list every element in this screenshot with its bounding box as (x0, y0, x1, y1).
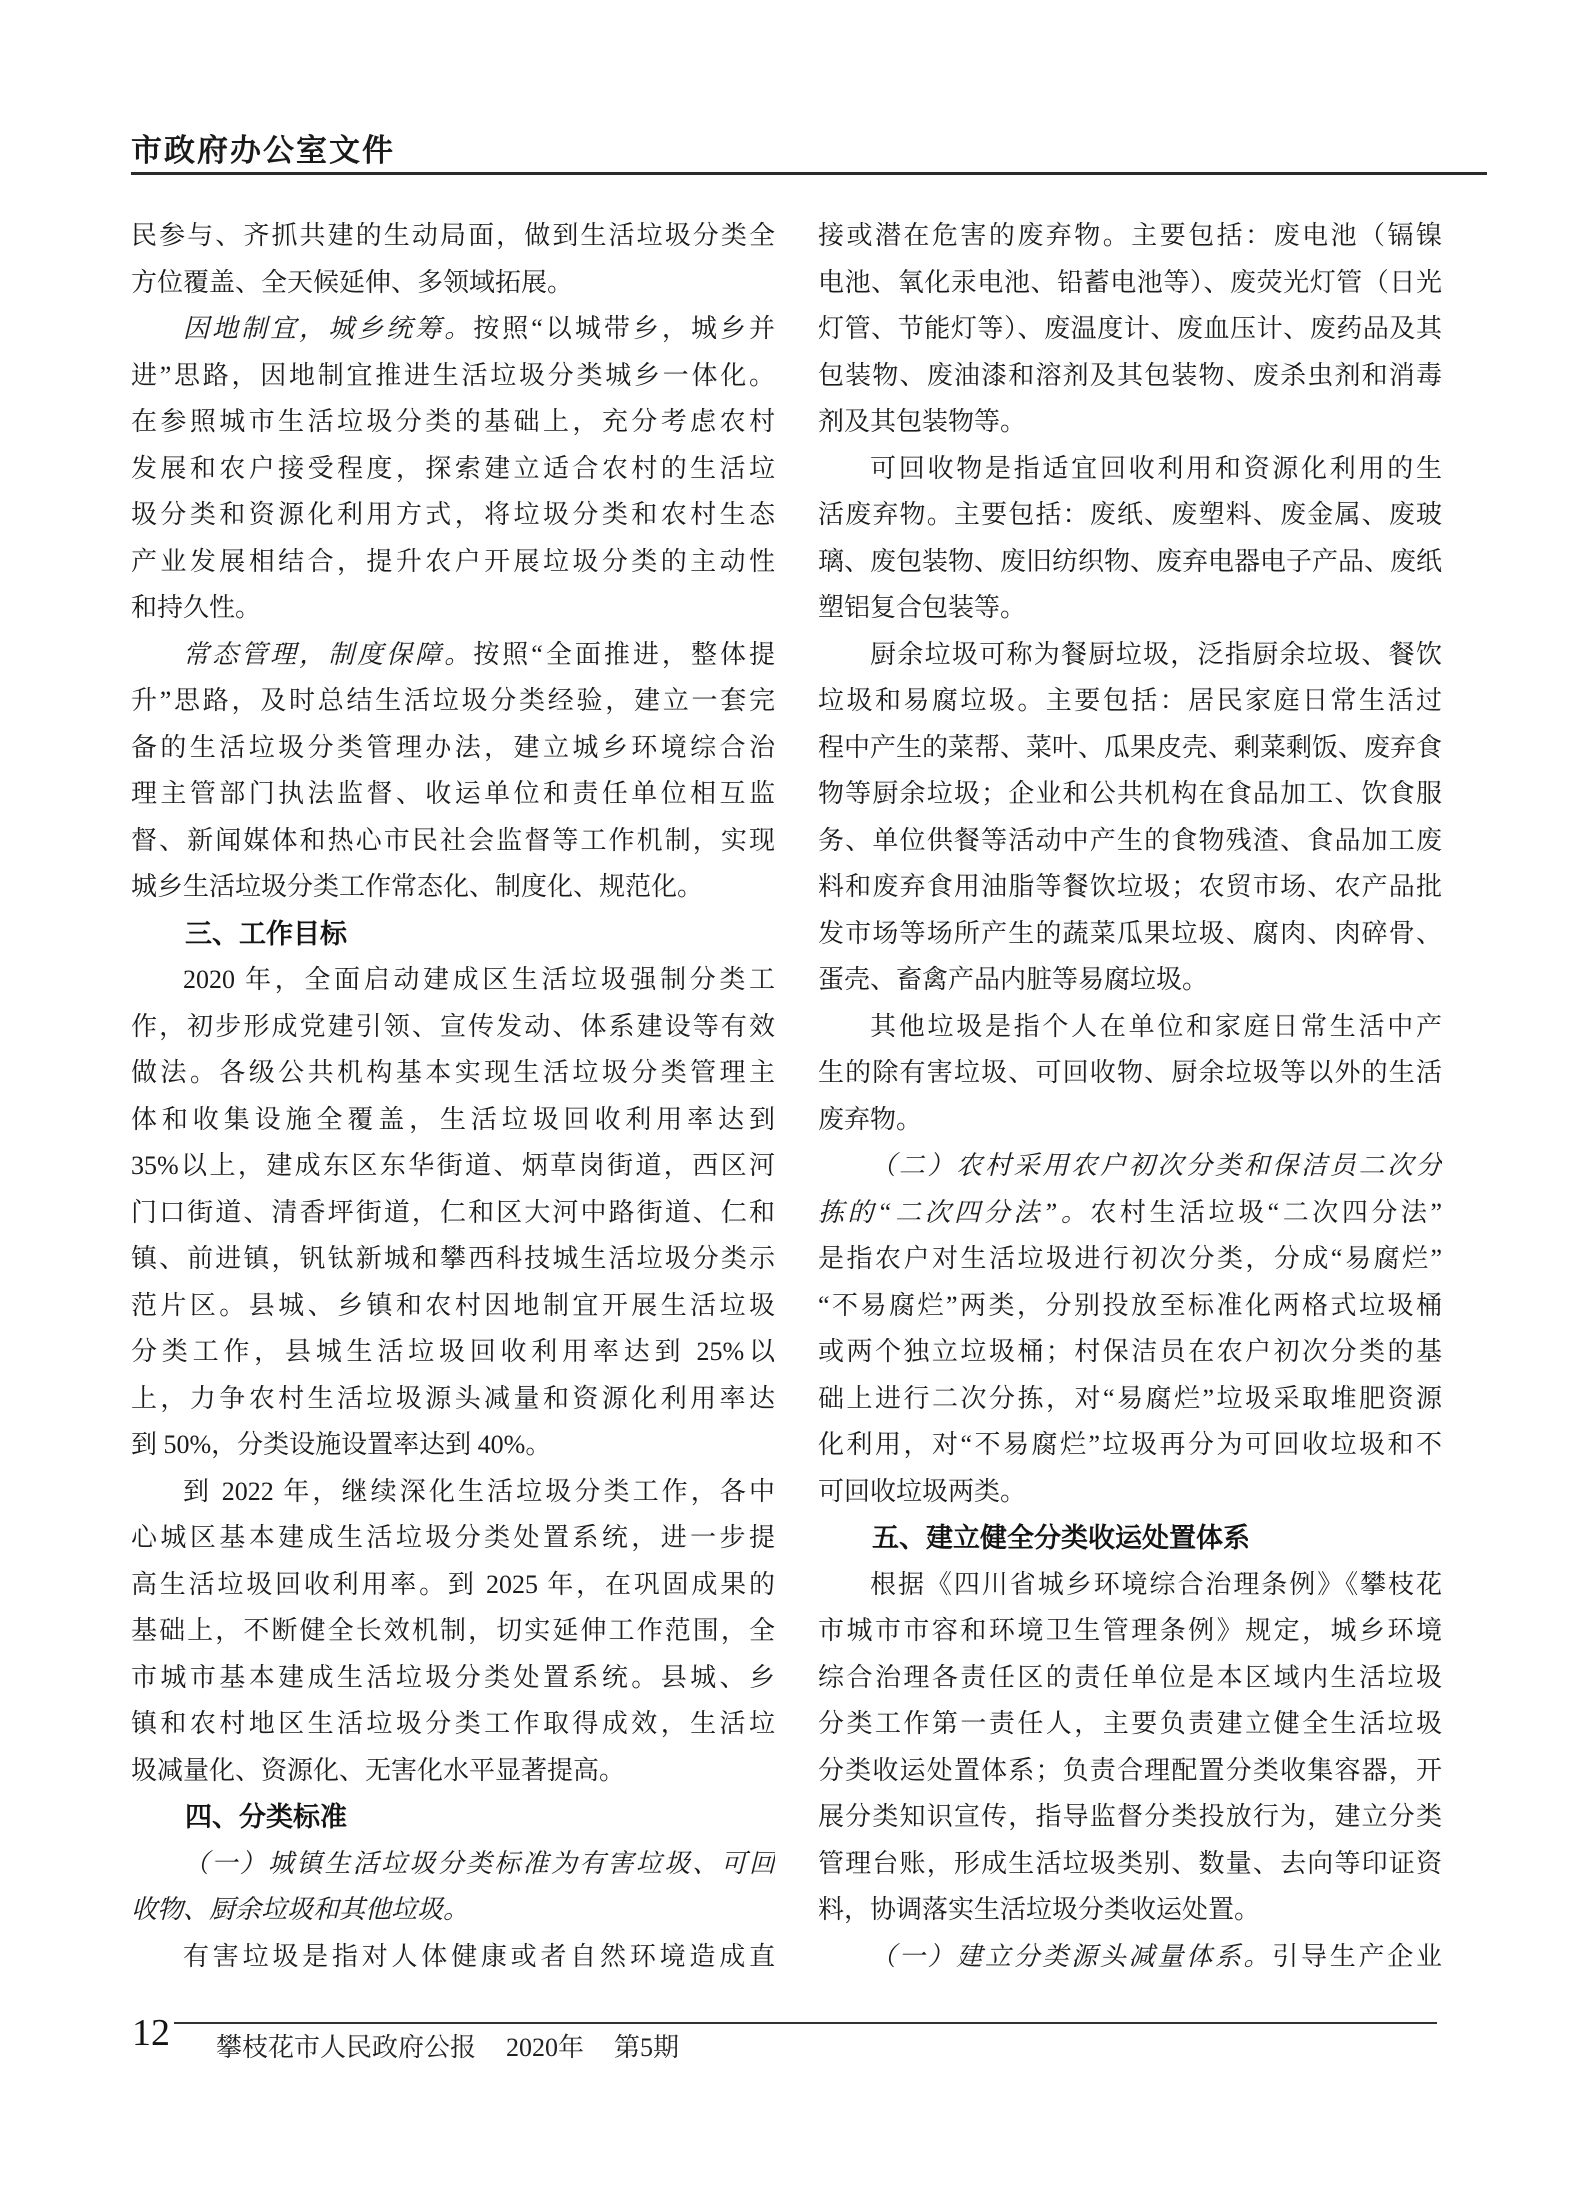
text-line: 物等厨余垃圾；企业和公共机构在食品加工、饮食服 (818, 779, 1442, 808)
text-line: 作，初步形成党建引领、宣传发动、体系建设等有效 (131, 1011, 775, 1041)
text-line: 础上进行二次分拣，对“易腐烂”垃圾采取堆肥资源 (818, 1383, 1442, 1413)
text-line: 备的生活垃圾分类管理办法，建立城乡环境综合治 (131, 732, 775, 762)
footer-publication: 攀枝花市人民政府公报 (216, 2033, 477, 2062)
text-line: 包装物、废油漆和溶剂及其包装物、废杀虫剂和消毒 (818, 360, 1442, 390)
text-line: 五、建立健全分类收运处置体系 (872, 1523, 1250, 1553)
text-line: 圾减量化、资源化、无害化水平显著提高。 (131, 1755, 626, 1785)
header-rule (131, 172, 1487, 175)
text-line: 或两个独立垃圾桶；村保洁员在农户初次分类的基 (818, 1337, 1442, 1366)
text-line: 在参照城市生活垃圾分类的基础上，充分考虑农村 (131, 407, 775, 436)
column-right (818, 213, 1442, 1980)
text-line: 市城市市容和环境卫生管理条例》规定，城乡环境 (818, 1616, 1442, 1645)
text-line: 高生活垃圾回收利用率。到 2025 年，在巩固成果的 (131, 1569, 775, 1599)
text-line: 料，协调落实生活垃圾分类收运处置。 (818, 1895, 1261, 1924)
text-line: （一）建立分类源头减量体系。引导生产企业 (870, 1941, 1442, 1971)
text-line: 务、单位供餐等活动中产生的食物残渣、食品加工废 (818, 825, 1442, 855)
text-line: 电池、氧化汞电池、铅蓄电池等）、废荧光灯管（日光 (818, 267, 1442, 297)
text-line: 镇和农村地区生活垃圾分类工作取得成效，生活垃 (131, 1709, 775, 1738)
text-line: 体和收集设施全覆盖，生活垃圾回收利用率达到 (131, 1104, 775, 1134)
text-line: 因地制宜，城乡统筹。按照“以城带乡，城乡并 (183, 314, 775, 343)
text-line: 35%以上，建成东区东华街道、炳草岗街道，西区河 (131, 1151, 775, 1180)
page-number: 12 (132, 2012, 170, 2054)
text-line: 蛋壳、畜禽产品内脏等易腐垃圾。 (818, 965, 1209, 994)
column-left (131, 213, 775, 1980)
text-line: 民参与、齐抓共建的生动局面，做到生活垃圾分类全 (131, 221, 775, 250)
text-line: 剂及其包装物等。 (818, 407, 1027, 436)
text-line: 做法。各级公共机构基本实现生活垃圾分类管理主 (131, 1058, 775, 1087)
text-line: 基础上，不断健全长效机制，切实延伸工作范围，全 (131, 1616, 775, 1645)
text-line: 心城区基本建成生活垃圾分类处置系统，进一步提 (131, 1523, 775, 1552)
text-line: 展分类知识宣传，指导监督分类投放行为，建立分类 (818, 1802, 1442, 1831)
text-line: 到 2022 年，继续深化生活垃圾分类工作，各中 (183, 1476, 775, 1506)
text-line: 接或潜在危害的废弃物。主要包括：废电池（镉镍 (818, 221, 1442, 250)
text-line: 可回收物是指适宜回收利用和资源化利用的生 (870, 453, 1442, 483)
text-line: 理主管部门执法监督、收运单位和责任单位相互监 (131, 779, 775, 808)
text-line: 程中产生的菜帮、菜叶、瓜果皮壳、剩菜剩饭、废弃食 (818, 732, 1442, 762)
text-line: 管理台账，形成生活垃圾类别、数量、去向等印证资 (818, 1848, 1442, 1878)
text-line: 有害垃圾是指对人体健康或者自然环境造成直 (183, 1941, 775, 1971)
text-line: 三、工作目标 (185, 918, 347, 949)
text-line: 镇、前进镇，钒钛新城和攀西科技城生活垃圾分类示 (131, 1244, 775, 1273)
text-line: 市城市基本建成生活垃圾分类处置系统。县城、乡 (131, 1662, 775, 1692)
text-line: 常态管理，制度保障。按照“全面推进，整体提 (183, 639, 775, 669)
text-line: 可回收垃圾两类。 (818, 1476, 1027, 1506)
text-line: 2020 年，全面启动建成区生活垃圾强制分类工 (183, 965, 775, 994)
text-line: （一）城镇生活垃圾分类标准为有害垃圾、可回 (183, 1848, 775, 1878)
text-line: 是指农户对生活垃圾进行初次分类，分成“易腐烂” (818, 1244, 1442, 1273)
text-line: 四、分类标准 (185, 1802, 347, 1832)
text-line: 圾分类和资源化利用方式，将垃圾分类和农村生态 (131, 500, 775, 529)
text-line: 城乡生活垃圾分类工作常态化、制度化、规范化。 (131, 872, 704, 901)
text-line: 根据《四川省城乡环境综合治理条例》《攀枝花 (870, 1569, 1442, 1599)
footer-rule (174, 2022, 1437, 2024)
text-line: 综合治理各责任区的责任单位是本区域内生活垃圾 (818, 1662, 1442, 1692)
page-header-title: 市政府办公室文件 (131, 133, 395, 168)
text-line: 进”思路，因地制宜推进生活垃圾分类城乡一体化。 (131, 360, 775, 390)
text-line: 其他垃圾是指个人在单位和家庭日常生活中产 (870, 1011, 1442, 1041)
text-line: 收物、厨余垃圾和其他垃圾。 (131, 1895, 470, 1924)
text-line: 厨余垃圾可称为餐厨垃圾，泛指厨余垃圾、餐饮 (870, 639, 1442, 669)
text-line: 和持久性。 (131, 593, 262, 622)
text-line: 上，力争农村生活垃圾源头减量和资源化利用率达 (131, 1383, 775, 1413)
text-line: 到 50%，分类设施设置率达到 40%。 (131, 1430, 552, 1459)
text-line: （二）农村采用农户初次分类和保洁员二次分 (870, 1151, 1442, 1180)
text-line: 璃、废包装物、废旧纺织物、废弃电器电子产品、废纸 (818, 546, 1442, 576)
text-line: 发市场等场所产生的蔬菜瓜果垃圾、腐肉、肉碎骨、 (818, 918, 1442, 948)
text-line: 塑铝复合包装等。 (818, 593, 1027, 622)
text-line: “不易腐烂”两类，分别投放至标准化两格式垃圾桶 (818, 1290, 1442, 1320)
text-line: 化利用，对“不易腐烂”垃圾再分为可回收垃圾和不 (818, 1430, 1442, 1459)
text-line: 升”思路，及时总结生活垃圾分类经验，建立一套完 (131, 686, 775, 715)
footer-meta (216, 2032, 679, 2064)
footer-issue: 第5期 (614, 2033, 680, 2062)
text-line: 废弃物。 (818, 1104, 923, 1134)
text-line: 拣的“二次四分法”。农村生活垃圾“二次四分法” (818, 1197, 1442, 1227)
text-line: 分类工作，县城生活垃圾回收利用率达到 25%以 (131, 1337, 775, 1366)
text-line: 产业发展相结合，提升农户开展垃圾分类的主动性 (131, 546, 775, 576)
footer-year: 2020年 (506, 2033, 585, 2062)
text-line: 范片区。县城、乡镇和农村因地制宜开展生活垃圾 (131, 1290, 775, 1320)
text-line: 生的除有害垃圾、可回收物、厨余垃圾等以外的生活 (818, 1058, 1442, 1087)
text-line: 分类收运处置体系；负责合理配置分类收集容器，开 (818, 1755, 1442, 1785)
text-line: 方位覆盖、全天候延伸、多领域拓展。 (131, 267, 574, 297)
text-line: 活废弃物。主要包括：废纸、废塑料、废金属、废玻 (818, 500, 1442, 529)
text-line: 发展和农户接受程度，探索建立适合农村的生活垃 (131, 453, 775, 483)
text-line: 料和废弃食用油脂等餐饮垃圾；农贸市场、农产品批 (818, 872, 1442, 901)
text-line: 督、新闻媒体和热心市民社会监督等工作机制，实现 (131, 825, 775, 855)
text-line: 灯管、节能灯等）、废温度计、废血压计、废药品及其 (818, 314, 1442, 343)
text-line: 门口街道、清香坪街道，仁和区大河中路街道、仁和 (131, 1197, 775, 1227)
text-line: 分类工作第一责任人，主要负责建立健全生活垃圾 (818, 1709, 1442, 1738)
text-line: 垃圾和易腐垃圾。主要包括：居民家庭日常生活过 (818, 686, 1442, 715)
